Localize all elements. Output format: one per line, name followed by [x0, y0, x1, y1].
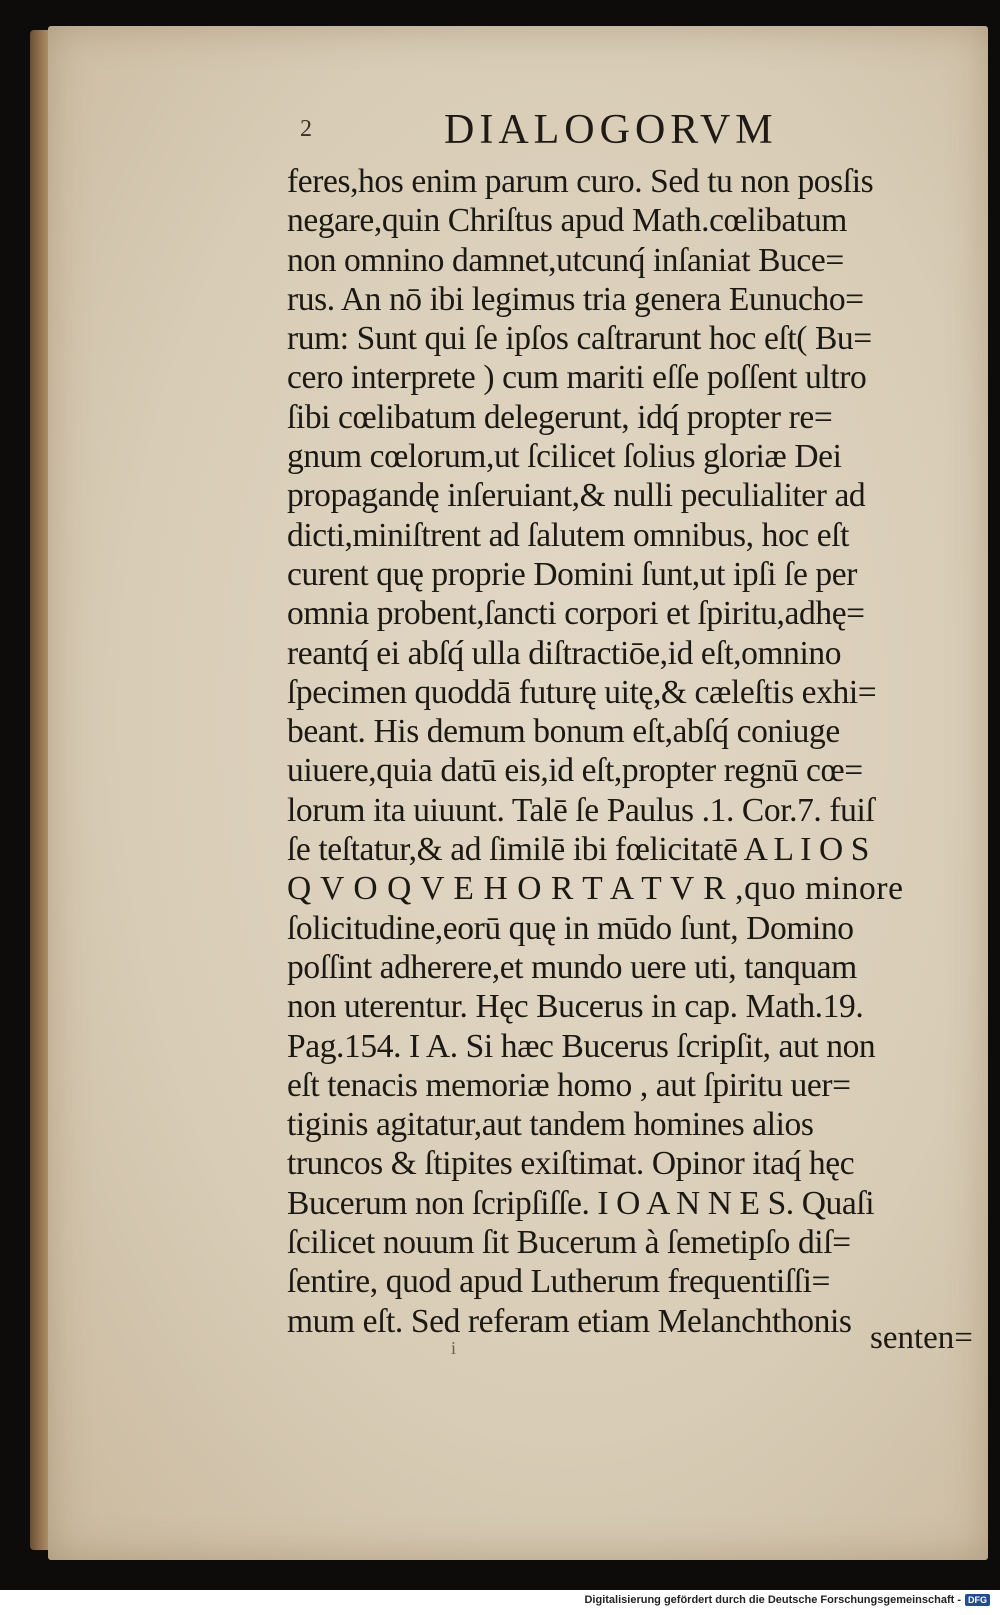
text-line: beant. His demum bonum eſt,abſq́ coniuge: [287, 713, 840, 751]
text-line: non omnino damnet,utcunq́ inſaniat Buce=: [287, 241, 844, 279]
dfg-logo: DFG: [965, 1594, 990, 1606]
text-line: eſt tenacis memoriæ homo , aut ſpiritu uer=: [287, 1066, 851, 1104]
text-line: Bucerum non ſcripſiſſe. I O A N N E S. Quaſi: [287, 1184, 875, 1222]
text-line: feres,hos enim parum curo. Sed tu non posſis: [287, 163, 874, 200]
folio-number: 2: [300, 116, 312, 142]
text-line: curent quę proprie Domini ſunt,ut ipſi ſe per: [287, 555, 857, 593]
text-line: gnum cœlorum,ut ſcilicet ſolius gloriæ Dei: [287, 438, 842, 476]
running-header: DIALOGORVM: [444, 107, 778, 153]
text-line: Pag.154. I A. Si hæc Bucerus ſcripſit, aut non: [287, 1027, 876, 1065]
text-line: lorum ita uiuunt. Talē ſe Paulus .1. Cor.7. fuiſ: [287, 791, 875, 829]
text-line: ſpecimen quoddā futurę uitę,& cæleſtis exhi=: [287, 673, 877, 711]
body-text: [287, 162, 985, 1341]
text-line: Q V O Q V E H O R T A T V R ,quo minore: [287, 870, 904, 908]
text-line: ſe teſtatur,& ad ſimilē ibi fœlicitatē A L I O S: [287, 831, 870, 869]
catchword: senten=: [870, 1320, 973, 1356]
text-line: non uterentur. Hęc Bucerus in cap. Math.19.: [287, 988, 864, 1026]
text-line: ſentire, quod apud Lutherum frequentiſſi=: [287, 1263, 830, 1301]
text-line: negare,quin Chriſtus apud Math.cœlibatum: [287, 202, 847, 240]
text-line: reantq́ ei abſq́ ulla diſtractiōe,id eſt,omnino: [287, 634, 842, 672]
text-line: rus. An nō ibi legimus tria genera Eunucho=: [287, 280, 864, 318]
text-line: ſibi cœlibatum delegerunt, idq́ propter re=: [287, 398, 833, 436]
text-line: omnia probent,ſancti corpori et ſpiritu,adhę=: [287, 595, 865, 633]
text-line: ſcilicet nouum ſit Bucerum à ſemetipſo diſ=: [287, 1224, 851, 1262]
margin-mark: i: [451, 1338, 457, 1358]
text-line: dicti,miniſtrent ad ſalutem omnibus, hoc eſt: [287, 516, 850, 554]
text-line: rum: Sunt qui ſe ipſos caſtrarunt hoc eſt( Bu=: [287, 320, 872, 358]
text-line: poſſint adherere,et mundo uere uti, tanquam: [287, 948, 857, 986]
text-line: cero interprete ) cum mariti eſſe poſſent ultro: [287, 359, 867, 397]
text-line: mum eſt. Sed referam etiam Melanchthonis: [287, 1302, 852, 1340]
text-line: truncos & ſtipites exiſtimat. Opinor itaq́ hęc: [287, 1145, 855, 1183]
text-line: propagandę inſeruiant,& nulli peculialiter ad: [287, 477, 866, 515]
digitization-credit: [584, 1594, 990, 1606]
credit-text: Digitalisierung gefördert durch die Deutsche Forschungsgemeinschaft -: [584, 1594, 961, 1606]
text-line: tiginis agitatur,aut tandem homines alios: [287, 1106, 814, 1144]
text-line: uiuere,quia datū eis,id eſt,propter regnū cœ=: [287, 752, 863, 790]
text-line: ſolicitudine,eorū quę in mūdo ſunt, Domino: [287, 909, 854, 947]
